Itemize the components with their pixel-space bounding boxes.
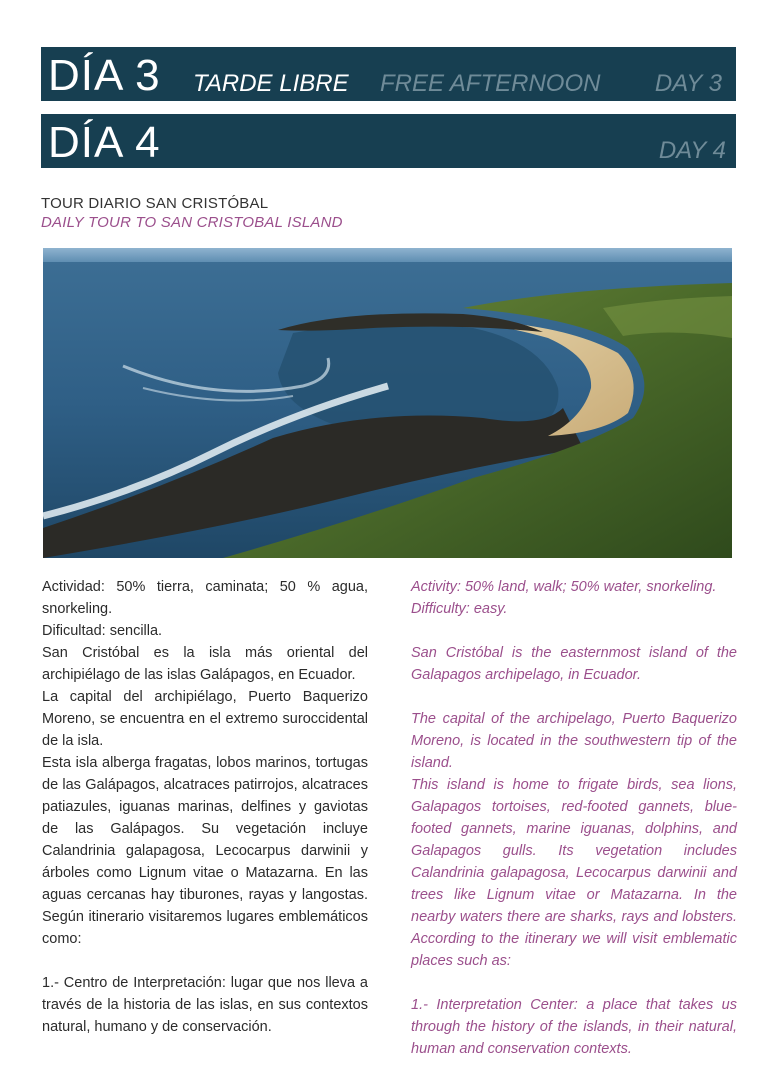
day3-subtitle-en: FREE AFTERNOON [380, 70, 601, 97]
paragraph-es-1: San Cristóbal es la isla más oriental del archipiélago de las islas Galápagos, en Ecuador. [42, 645, 368, 683]
day3-title: DÍA 3 [48, 51, 161, 100]
paragraph-es-4: 1.- Centro de Interpretación: lugar que nos lleva a través de la historia de las islas, en sus contextos natural, humano y de conservación. [42, 975, 368, 1035]
difficulty-en: Difficulty: easy. [411, 601, 508, 617]
activity-en: Activity: 50% land, walk; 50% water, snorkeling. [411, 579, 717, 595]
difficulty-es: Dificultad: sencilla. [42, 623, 163, 639]
paragraph-es-2: La capital del archipiélago, Puerto Baquerizo Moreno, se encuentra en el extremo suroccidental de la isla. [42, 689, 368, 749]
day3-header-band [41, 47, 736, 101]
activity-es: Actividad: 50% tierra, caminata; 50 % agua, snorkeling. [42, 579, 368, 617]
paragraph-en-4: 1.- Interpretation Center: a place that takes us through the history of the islands, in their natural, human and conservation contexts. [411, 997, 737, 1057]
spanish-column [42, 576, 368, 1038]
horizon-sky [43, 248, 732, 262]
day3-label-en: DAY 3 [654, 70, 722, 97]
day3-subtitle-es: TARDE LIBRE [193, 70, 349, 97]
day4-header-band [41, 114, 736, 168]
day4-title: DÍA 4 [48, 118, 161, 167]
paragraph-en-1: San Cristóbal is the easternmost island of the Galapagos archipelago, in Ecuador. [411, 645, 737, 683]
day4-label-en: DAY 4 [658, 137, 726, 164]
paragraph-es-3: Esta isla alberga fragatas, lobos marinos, tortugas de las Galápagos, alcatraces patirrojos, alcatraces patiazules, iguanas marinas, delfines y gaviotas de las Galápagos. Su vegetación incluye Calandrinia galapagosa, Lecocarpus darwinii y árboles como Lignum vitae o Matazarna. En las aguas cercanas hay tiburones, rayas y langostas. Según itinerario visitaremos lugares emblemáticos como: [42, 755, 368, 947]
english-column [411, 576, 737, 1060]
paragraph-en-3: This island is home to frigate birds, sea lions, Galapagos tortoises, red-footed gannets, blue-footed gannets, marine iguanas, dolphins, and Galapagos gulls. Its vegetation includes Calandrinia galapagosa, Lecocarpus darwinii and trees like Lignum vitae or Matazarna. In the nearby waters there are sharks, rays and lobsters. According to the itinerary we will visit emblematic places such as: [411, 777, 737, 969]
aerial-coast-photo [43, 248, 732, 558]
tour-title-en: DAILY TOUR TO SAN CRISTOBAL ISLAND [41, 214, 343, 231]
coast-illustration [43, 248, 732, 558]
paragraph-en-2: The capital of the archipelago, Puerto Baquerizo Moreno, is located in the southwestern tip of the island. [411, 711, 737, 771]
tour-title-es: TOUR DIARIO SAN CRISTÓBAL [41, 195, 269, 212]
